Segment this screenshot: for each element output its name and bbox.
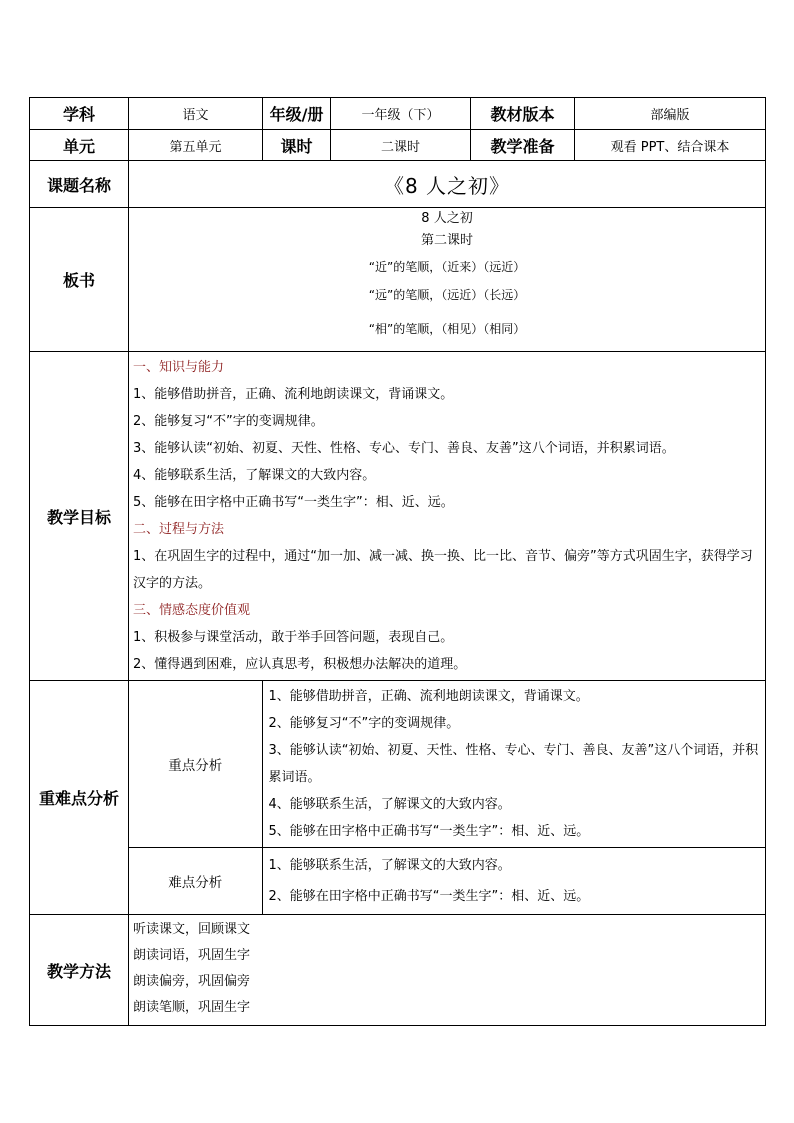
difficult-points-row: [129, 848, 765, 915]
key-point-item: 2、能够复习“不”字的变调规律。: [268, 716, 460, 731]
row-topic: [30, 161, 766, 208]
grade-value: 一年级（下）: [331, 98, 471, 130]
key-points-label: 重点分析: [129, 681, 262, 848]
method-item: 朗读词语，巩固生字: [133, 948, 251, 963]
row-methods: [30, 915, 766, 1026]
goals-item: 4、能够联系生活，了解课文的大致内容。: [133, 468, 376, 483]
row-unit: [30, 130, 766, 161]
key-points-row: [129, 681, 765, 848]
goals-item: 2、能够复习“不”字的变调规律。: [133, 414, 324, 429]
goals-item: 3、能够认读“初始、初夏、天性、性格、专心、专门、善良、友善”这八个词语，并积累词语。: [133, 441, 675, 456]
row-board: [30, 208, 766, 352]
board-label: 板书: [30, 208, 129, 352]
goals-heading-process: 二、过程与方法: [133, 522, 225, 537]
row-analysis: [30, 681, 766, 915]
goals-item: 2、懂得遇到困难，应认真思考，积极想办法解决的道理。: [133, 657, 467, 672]
difficult-point-item: 1、能够联系生活，了解课文的大致内容。: [268, 858, 511, 873]
board-line-stroke-xiang: “相”的笔顺，（相见）（相同）: [368, 322, 526, 336]
goals-item: 1、在巩固生字的过程中，通过“加一加、减一减、换一换、比一比、音节、偏旁”等方式巩固生字，获得学习汉字的方法。: [133, 549, 753, 591]
method-item: 听读课文，回顾课文: [133, 922, 251, 937]
method-item: 朗读偏旁，巩固偏旁: [133, 974, 251, 989]
row-goals: [30, 352, 766, 681]
key-point-item: 5、能够在田字格中正确书写“一类生字”：相、近、远。: [268, 824, 590, 839]
period-label: 课时: [263, 130, 331, 161]
textbook-label: 教材版本: [471, 98, 575, 130]
subject-label: 学科: [30, 98, 129, 130]
board-line-period: 第二课时: [420, 233, 473, 248]
textbook-value: 部编版: [575, 98, 766, 130]
unit-label: 单元: [30, 130, 129, 161]
prep-label: 教学准备: [471, 130, 575, 161]
key-point-item: 4、能够联系生活，了解课文的大致内容。: [268, 797, 511, 812]
goals-item: 1、能够借助拼音，正确、流利地朗读课文，背诵课文。: [133, 387, 454, 402]
row-subject: [30, 98, 766, 130]
grade-label: 年级/册: [263, 98, 331, 130]
analysis-inner-table: [129, 681, 765, 914]
key-points-list: [262, 681, 765, 848]
period-value: 二课时: [331, 130, 471, 161]
goals-content: [129, 352, 766, 681]
goals-heading-knowledge: 一、知识与能力: [133, 360, 225, 375]
analysis-content: [129, 681, 766, 915]
key-point-item: 3、能够认读“初始、初夏、天性、性格、专心、专门、善良、友善”这八个词语，并积累词语。: [268, 743, 759, 785]
topic-label: 课题名称: [30, 161, 129, 208]
difficult-point-item: 2、能够在田字格中正确书写“一类生字”：相、近、远。: [268, 889, 590, 904]
methods-label: 教学方法: [30, 915, 129, 1026]
key-point-item: 1、能够借助拼音，正确、流利地朗读课文，背诵课文。: [268, 689, 589, 704]
board-line-stroke-yuan: “远”的笔顺，（远近）（长远）: [368, 288, 526, 302]
board-content: [129, 208, 766, 352]
goals-heading-emotion: 三、情感态度价值观: [133, 603, 251, 618]
methods-content: [129, 915, 766, 1026]
goals-label: 教学目标: [30, 352, 129, 681]
goals-item: 1、积极参与课堂活动，敢于举手回答问题，表现自己。: [133, 630, 454, 645]
board-line-title: 8 人之初: [421, 211, 473, 226]
analysis-label: 重难点分析: [30, 681, 129, 915]
lesson-plan: [29, 97, 765, 1026]
difficult-points-list: [262, 848, 765, 915]
unit-value: 第五单元: [129, 130, 263, 161]
subject-value: 语文: [129, 98, 263, 130]
topic-title: 《8 人之初》: [129, 161, 766, 208]
method-item: 朗读笔顺，巩固生字: [133, 1000, 251, 1015]
goals-item: 5、能够在田字格中正确书写“一类生字”：相、近、远。: [133, 495, 454, 510]
board-line-stroke-jin: “近”的笔顺，（近来）（远近）: [368, 260, 526, 274]
prep-value: 观看 PPT、结合课本: [575, 130, 766, 161]
difficult-points-label: 难点分析: [129, 848, 262, 915]
lesson-plan-table: [29, 97, 766, 1026]
